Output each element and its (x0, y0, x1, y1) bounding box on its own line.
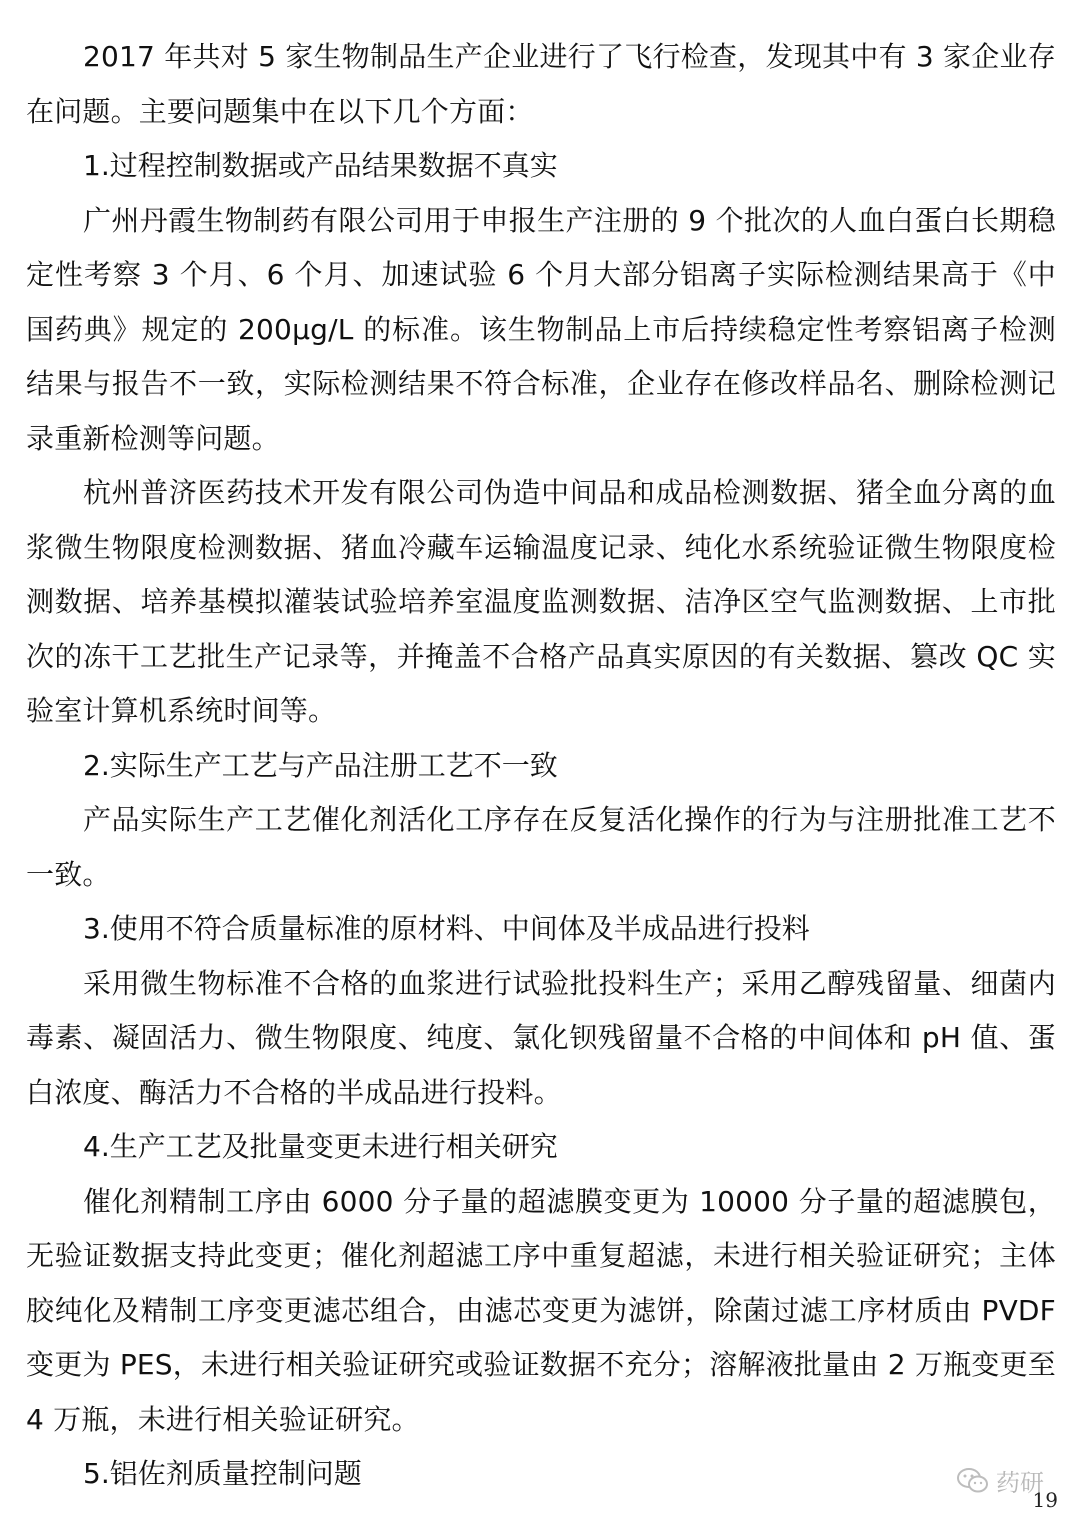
section-heading-4: 4.生产工艺及批量变更未进行相关研究 (83, 1130, 558, 1163)
document-body (26, 30, 1056, 1502)
paragraph-guangzhou: 广州丹霞生物制药有限公司用于申报生产注册的 9 个批次的人血白蛋白长期稳定性考察 3 个月、6 个月、加速试验 6 个月大部分铝离子实际检测结果高于《中国药典》规定的 200μg/L 的标准。该生物制品上市后持续稳定性考察铝离子检测结果与报告不一致，实际检测结果不符合标准，企业存在修改样品名、删除检测记录重新检测等问题。 (26, 203, 1056, 455)
wechat-icon (956, 1467, 990, 1495)
paragraph-changes: 催化剂精制工序由 6000 分子量的超滤膜变更为 10000 分子量的超滤膜包，无验证数据支持此变更；催化剂超滤工序中重复超滤，未进行相关验证研究；主体胶纯化及精制工序变更滤芯组合，由滤芯变更为滤饼，除菌过滤工序材质由 PVDF 变更为 PES，未进行相关验证研究或验证数据不充分；溶解液批量由 2 万瓶变更至 4 万瓶，未进行相关验证研究。 (26, 1184, 1056, 1436)
section-heading-5: 5.铝佐剂质量控制问题 (83, 1457, 362, 1490)
paragraph-materials: 采用微生物标准不合格的血浆进行试验批投料生产；采用乙醇残留量、细菌内毒素、凝固活力、微生物限度、纯度、氯化钡残留量不合格的中间体和 pH 值、蛋白浓度、酶活力不合格的半成品进行投料。 (26, 966, 1056, 1109)
page-number: 19 (1032, 1488, 1058, 1512)
section-heading-2: 2.实际生产工艺与产品注册工艺不一致 (83, 748, 558, 782)
paragraph-process: 产品实际生产工艺催化剂活化工序存在反复活化操作的行为与注册批准工艺不一致。 (26, 803, 1056, 891)
paragraph-hangzhou: 杭州普济医药技术开发有限公司伪造中间品和成品检测数据、猪全血分离的血浆微生物限度检测数据、猪血冷藏车运输温度记录、纯化水系统验证微生物限度检测数据、培养基模拟灌装试验培养室温度监测数据、洁净区空气监测数据、上市批次的冻干工艺批生产记录等，并掩盖不合格产品真实原因的有关数据、篡改 QC 实验室计算机系统时间等。 (26, 476, 1056, 727)
section-heading-1: 1.过程控制数据或产品结果数据不真实 (83, 149, 558, 182)
watermark (956, 1463, 1044, 1498)
intro-paragraph: 2017 年共对 5 家生物制品生产企业进行了飞行检查，发现其中有 3 家企业存在问题。主要问题集中在以下几个方面： (26, 40, 1056, 128)
section-heading-3: 3.使用不符合质量标准的原材料、中间体及半成品进行投料 (83, 912, 810, 945)
watermark-text: 药研 (996, 1469, 1044, 1497)
